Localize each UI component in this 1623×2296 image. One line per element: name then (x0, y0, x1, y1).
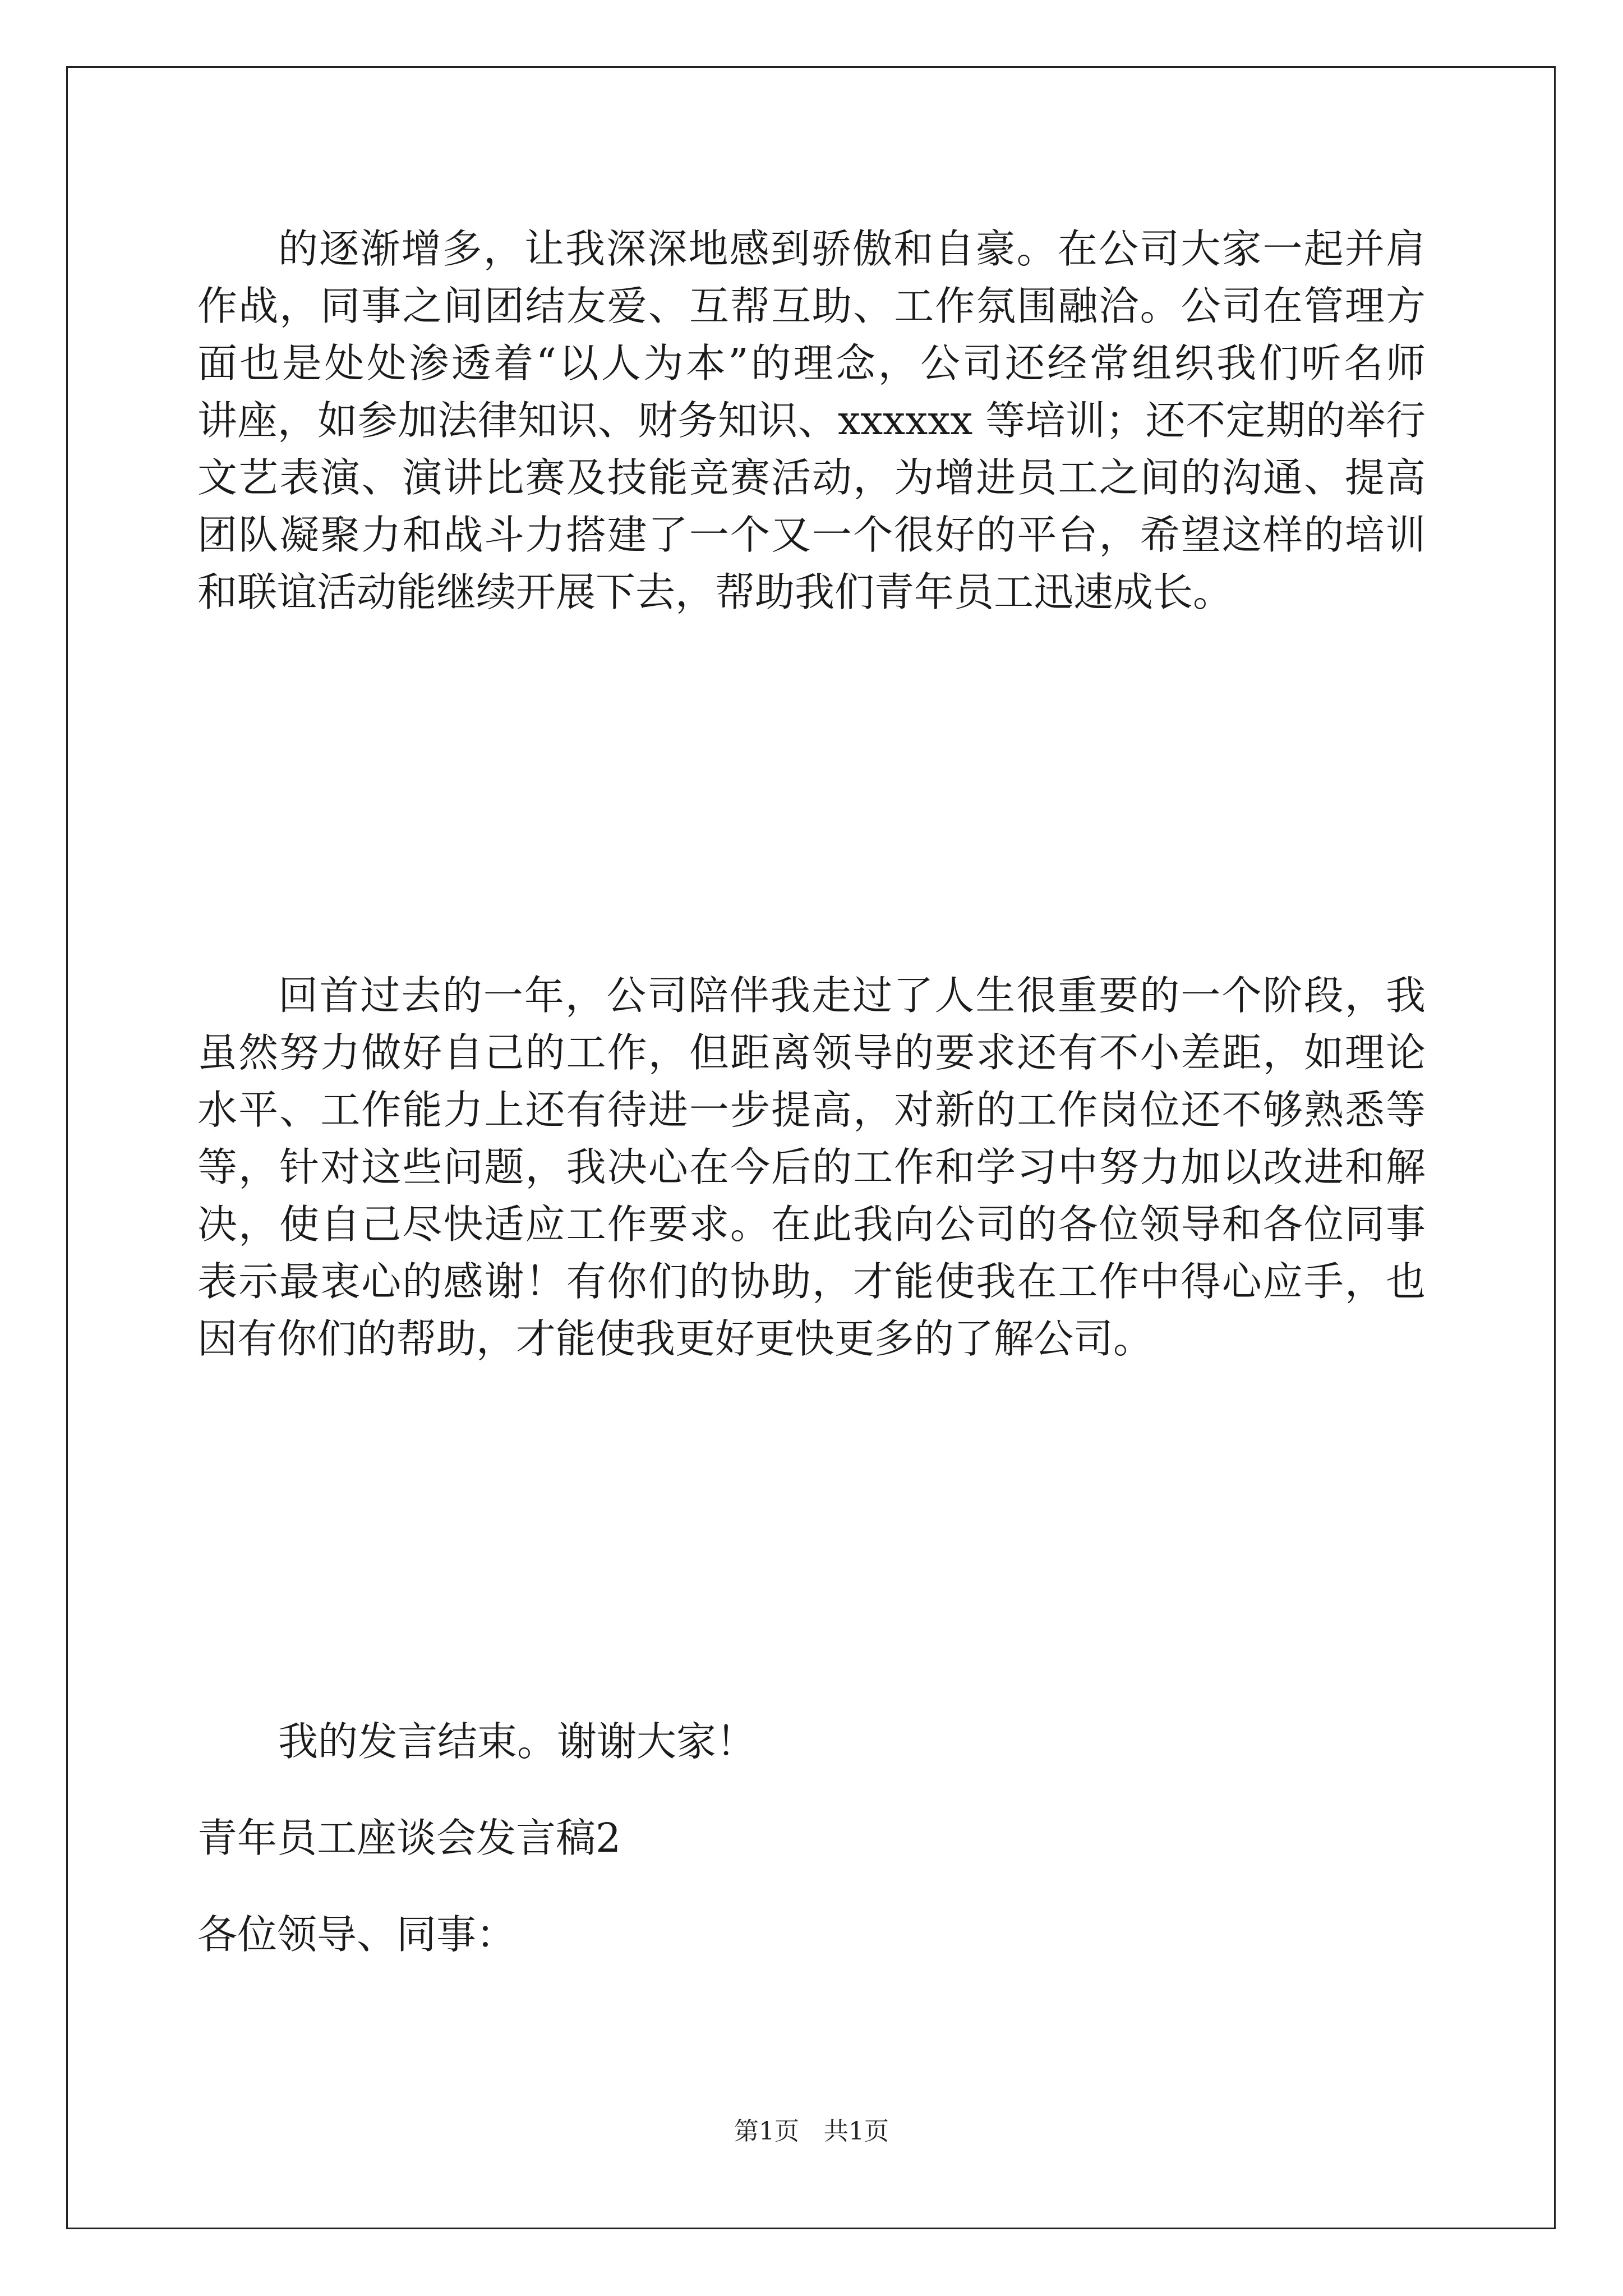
paragraph-line: 作战，同事之间团结友爱、互帮互助、工作氛围融洽。公司在管理方 (197, 283, 1426, 329)
paragraph-line: 面也是处处渗透着“以人为本”的理念，公司还经常组织我们听名师 (197, 340, 1426, 386)
paragraph-line: 文艺表演、演讲比赛及技能竞赛活动，为增进员工之间的沟通、提高 (197, 454, 1426, 501)
paragraph-line: 的逐渐增多，让我深深地感到骄傲和自豪。在公司大家一起并肩 (278, 226, 1426, 272)
paragraph-line: 等，针对这些问题，我决心在今后的工作和学习中努力加以改进和解 (197, 1144, 1426, 1190)
paragraph-line: 表示最衷心的感谢！有你们的协助，才能使我在工作中得心应手，也 (197, 1258, 1426, 1305)
paragraph-line: 因有你们的帮助，才能使我更好更快更多的了解公司。 (197, 1315, 1154, 1362)
paragraph-line: 水平、工作能力上还有待进一步提高，对新的工作岗位还不够熟悉等 (197, 1087, 1426, 1133)
paragraph-line: 讲座，如参加法律知识、财务知识、xxxxxx 等培训；还不定期的举行 (197, 397, 1426, 444)
paragraph-line: 虽然努力做好自己的工作，但距离领导的要求还有不小差距，如理论 (197, 1029, 1426, 1076)
salutation-text: 各位领导、同事： (197, 1911, 517, 1958)
page-footer: 第1页 共1页 (734, 2117, 889, 2146)
salutation (197, 1906, 1426, 1963)
section-title (197, 1810, 1426, 1867)
paragraph-1 (197, 220, 1426, 621)
closing-line (197, 1713, 1426, 1770)
closing-text: 我的发言结束。谢谢大家！ (278, 1718, 757, 1765)
paragraph-line: 团队凝聚力和战斗力搭建了一个又一个很好的平台，希望这样的培训 (197, 512, 1426, 558)
paragraph-line: 和联谊活动能继续开展下去，帮助我们青年员工迅速成长。 (197, 569, 1233, 615)
section-title-text: 青年员工座谈会发言稿2 (197, 1815, 621, 1861)
paragraph-line: 决，使自己尽快适应工作要求。在此我向公司的各位领导和各位同事 (197, 1201, 1426, 1248)
paragraph-2 (197, 967, 1426, 1368)
paragraph-line: 回首过去的一年，公司陪伴我走过了人生很重要的一个阶段，我 (278, 972, 1426, 1019)
